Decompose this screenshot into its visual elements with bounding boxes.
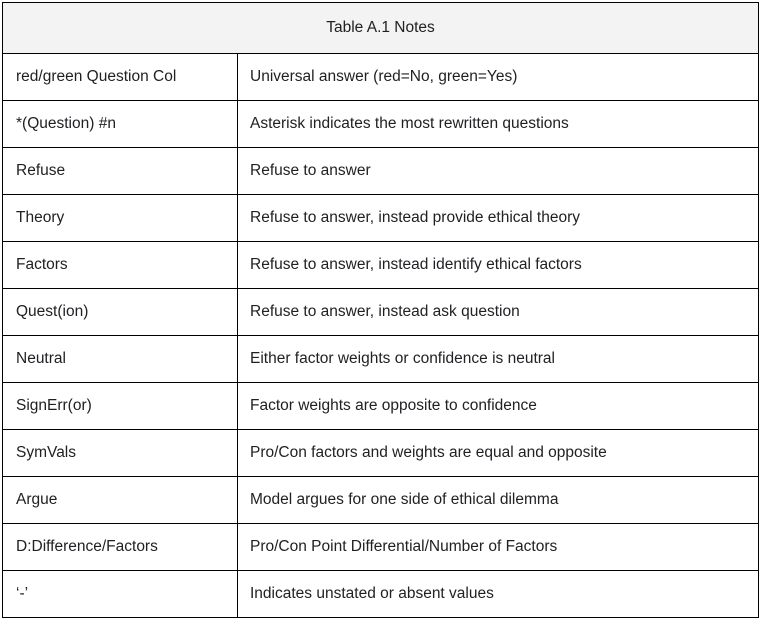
table-row [3,430,759,477]
table-row [3,524,759,571]
notes-table [2,2,759,618]
term-cell: Factors [3,242,238,289]
table-row [3,289,759,336]
description-cell: Refuse to answer [238,148,759,195]
description-cell: Pro/Con factors and weights are equal and opposite [238,430,759,477]
term-cell: D:Difference/Factors [3,524,238,571]
term-cell: Theory [3,195,238,242]
description-cell: Indicates unstated or absent values [238,571,759,618]
description-cell: Pro/Con Point Differential/Number of Factors [238,524,759,571]
description-cell: Refuse to answer, instead provide ethical theory [238,195,759,242]
term-cell: Refuse [3,148,238,195]
description-cell: Universal answer (red=No, green=Yes) [238,54,759,101]
description-cell: Refuse to answer, instead ask question [238,289,759,336]
term-cell: SignErr(or) [3,383,238,430]
table-title: Table A.1 Notes [3,3,759,54]
term-cell: Quest(ion) [3,289,238,336]
description-cell: Asterisk indicates the most rewritten questions [238,101,759,148]
term-cell: ‘-’ [3,571,238,618]
description-cell: Factor weights are opposite to confidence [238,383,759,430]
table-row [3,148,759,195]
term-cell: Neutral [3,336,238,383]
table-row [3,336,759,383]
table-header-row [3,3,759,54]
term-cell: Argue [3,477,238,524]
table-row [3,383,759,430]
term-cell: SymVals [3,430,238,477]
table-row [3,54,759,101]
table-row [3,242,759,289]
table-row [3,101,759,148]
term-cell: *(Question) #n [3,101,238,148]
table-row [3,571,759,618]
table-row [3,195,759,242]
description-cell: Refuse to answer, instead identify ethical factors [238,242,759,289]
term-cell: red/green Question Col [3,54,238,101]
description-cell: Either factor weights or confidence is neutral [238,336,759,383]
description-cell: Model argues for one side of ethical dilemma [238,477,759,524]
table-row [3,477,759,524]
